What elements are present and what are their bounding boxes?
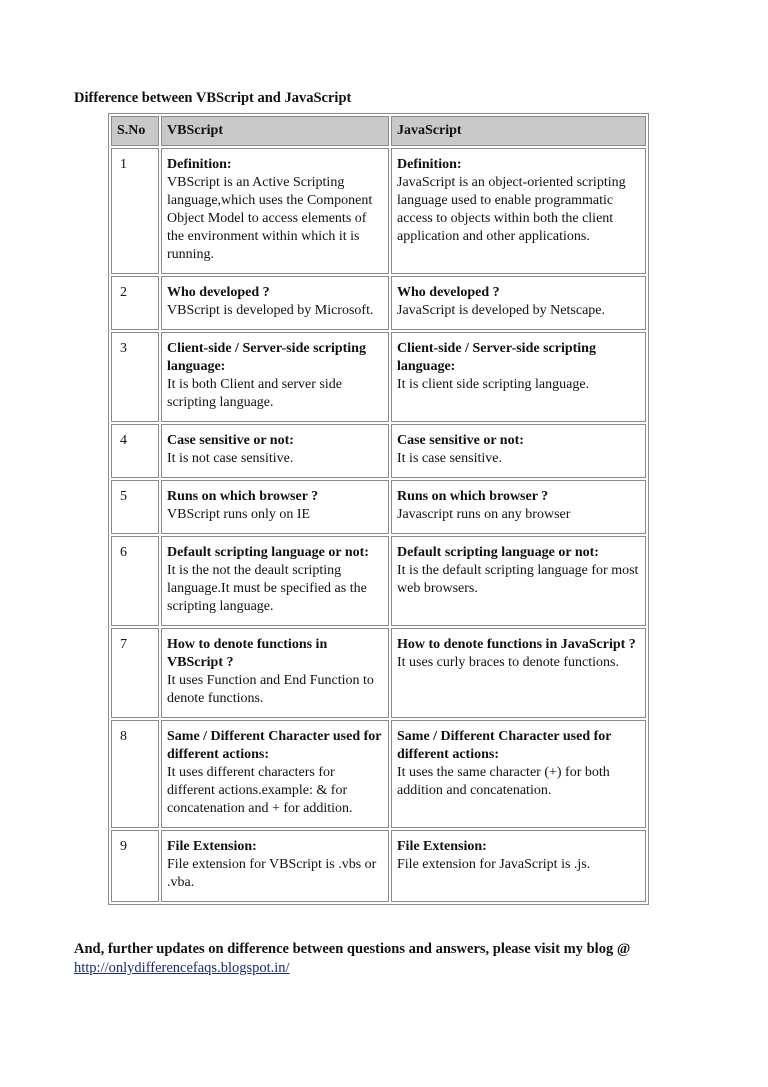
javascript-question: Who developed ? (397, 285, 500, 300)
table-row (111, 480, 646, 534)
vbscript-question: Default scripting language or not: (167, 545, 369, 560)
vbscript-question: Client-side / Server-side scripting language: (167, 341, 366, 374)
vbscript-question: Case sensitive or not: (167, 433, 294, 448)
vbscript-question: Who developed ? (167, 285, 270, 300)
vbscript-answer: VBScript runs only on IE (167, 507, 311, 522)
javascript-cell (391, 148, 646, 274)
vbscript-answer: It uses different characters for different actions.example: & for concatenation and + for addition. (167, 765, 353, 816)
header-vbscript: VBScript (161, 116, 389, 146)
footer (74, 940, 684, 978)
vbscript-answer: File extension for VBScript is .vbs or .vba. (167, 857, 377, 890)
javascript-answer: File extension for JavaScript is .js. (397, 857, 591, 872)
table-row (111, 148, 646, 274)
table-header-row (111, 116, 646, 146)
table-row (111, 276, 646, 330)
vbscript-answer: It is not case sensitive. (167, 451, 294, 466)
table-row (111, 332, 646, 422)
vbscript-cell (161, 480, 389, 534)
vbscript-cell (161, 628, 389, 718)
vbscript-cell (161, 148, 389, 274)
table-row (111, 628, 646, 718)
row-number: 4 (111, 424, 159, 478)
javascript-cell (391, 332, 646, 422)
vbscript-cell (161, 830, 389, 902)
javascript-answer: It uses the same character (+) for both addition and concatenation. (397, 765, 610, 798)
vbscript-answer: It is the not the deault scripting language.It must be specified as the scripting language. (167, 563, 367, 614)
row-number: 3 (111, 332, 159, 422)
vbscript-cell (161, 332, 389, 422)
row-number: 5 (111, 480, 159, 534)
row-number: 8 (111, 720, 159, 828)
header-javascript: JavaScript (391, 116, 646, 146)
vbscript-answer: VBScript is developed by Microsoft. (167, 303, 374, 318)
table-row (111, 536, 646, 626)
javascript-question: File Extension: (397, 839, 487, 854)
javascript-answer: It is the default scripting language for most web browsers. (397, 563, 639, 596)
page-title: Difference between VBScript and JavaScript (74, 90, 352, 106)
javascript-answer: JavaScript is developed by Netscape. (397, 303, 605, 318)
footer-note: And, further updates on difference between questions and answers, please visit my blog @ (74, 941, 631, 957)
vbscript-cell (161, 720, 389, 828)
row-number: 1 (111, 148, 159, 274)
javascript-answer: It is client side scripting language. (397, 377, 590, 392)
javascript-question: Client-side / Server-side scripting language: (397, 341, 596, 374)
vbscript-answer: It uses Function and End Function to denote functions. (167, 673, 374, 706)
blog-link[interactable]: http://onlydifferencefaqs.blogspot.in/ (74, 960, 290, 976)
javascript-answer: It uses curly braces to denote functions. (397, 655, 619, 670)
javascript-cell (391, 536, 646, 626)
vbscript-question: File Extension: (167, 839, 257, 854)
table-row (111, 424, 646, 478)
vbscript-cell (161, 424, 389, 478)
vbscript-answer: VBScript is an Active Scripting language,which uses the Component Object Model to access elements of the environment within which it is running. (167, 175, 373, 262)
javascript-cell (391, 424, 646, 478)
javascript-cell (391, 830, 646, 902)
row-number: 9 (111, 830, 159, 902)
vbscript-question: Same / Different Character used for different actions: (167, 729, 382, 762)
javascript-question: Runs on which browser ? (397, 489, 549, 504)
javascript-question: Case sensitive or not: (397, 433, 524, 448)
javascript-answer: Javascript runs on any browser (397, 507, 571, 522)
javascript-question: Definition: (397, 157, 462, 172)
table-row (111, 720, 646, 828)
javascript-cell (391, 720, 646, 828)
vbscript-answer: It is both Client and server side scripting language. (167, 377, 342, 410)
javascript-question: How to denote functions in JavaScript ? (397, 637, 636, 652)
vbscript-question: Definition: (167, 157, 232, 172)
row-number: 2 (111, 276, 159, 330)
javascript-question: Same / Different Character used for different actions: (397, 729, 612, 762)
javascript-question: Default scripting language or not: (397, 545, 599, 560)
row-number: 6 (111, 536, 159, 626)
table-row (111, 830, 646, 902)
row-number: 7 (111, 628, 159, 718)
javascript-cell (391, 628, 646, 718)
vbscript-cell (161, 276, 389, 330)
javascript-cell (391, 480, 646, 534)
vbscript-question: How to denote functions in VBScript ? (167, 637, 328, 670)
vbscript-question: Runs on which browser ? (167, 489, 319, 504)
javascript-answer: It is case sensitive. (397, 451, 502, 466)
javascript-answer: JavaScript is an object-oriented scripting language used to enable programmatic access to objects within both the client application and other applications. (397, 175, 626, 244)
javascript-cell (391, 276, 646, 330)
header-sno: S.No (111, 116, 159, 146)
comparison-table (108, 113, 649, 905)
vbscript-cell (161, 536, 389, 626)
